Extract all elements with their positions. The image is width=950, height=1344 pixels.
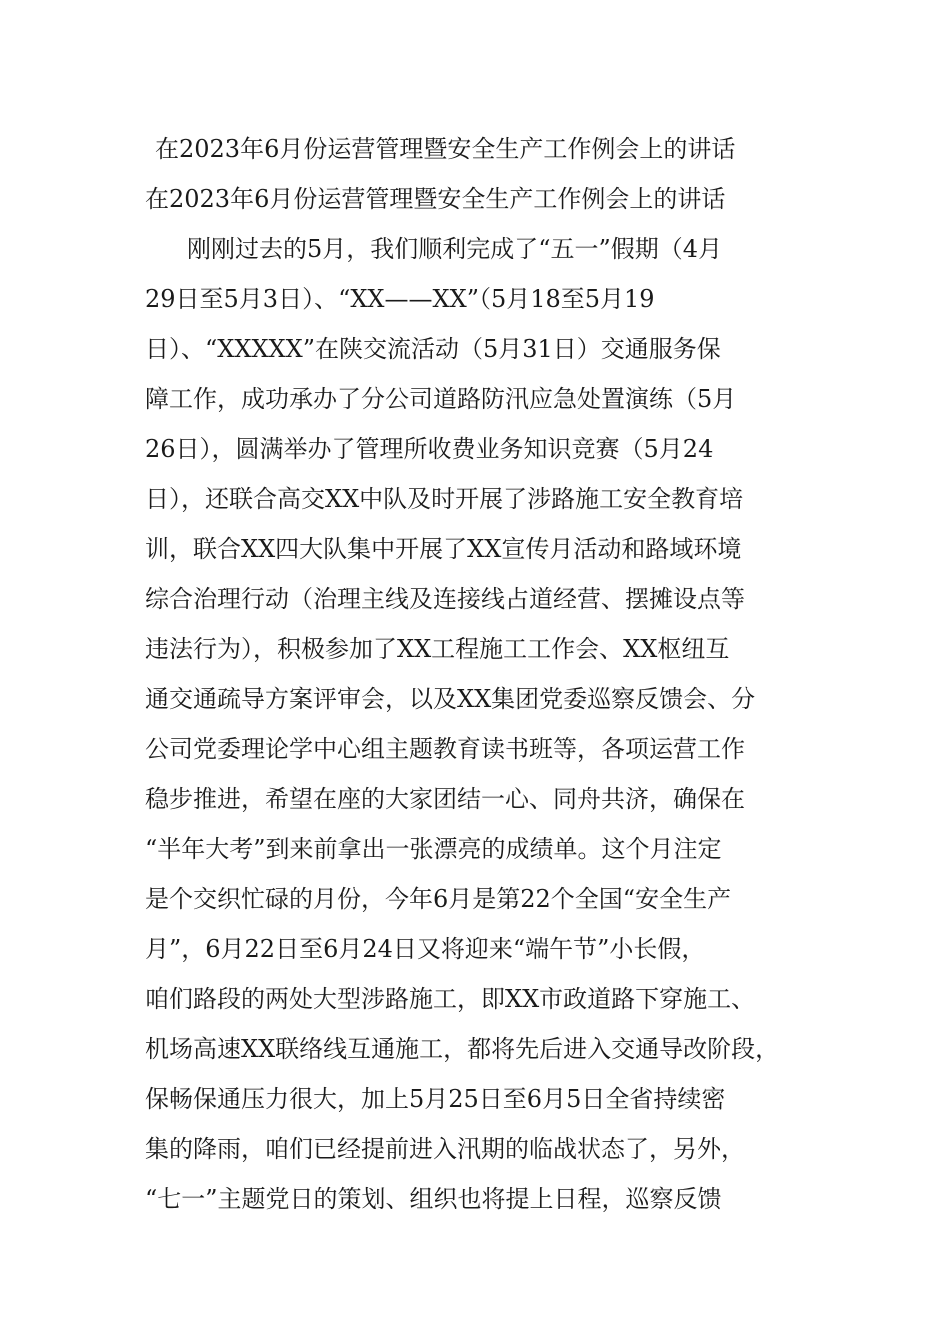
body-line: 综合治理行动（治理主线及连接线占道经营、摆摊设点等	[145, 585, 745, 613]
body-line: 公司党委理论学中心组主题教育读书班等，各项运营工作	[145, 735, 745, 763]
body-line: 29日至5月3日）、“XX——XX”（5月18至5月19	[145, 285, 655, 313]
body-line: 日）、“XXXXX”在陕交流活动（5月31日）交通服务保	[145, 335, 721, 363]
body-line: 保畅保通压力很大，加上5月25日至6月5日全省持续密	[145, 1085, 726, 1113]
body-line: 集的降雨，咱们已经提前进入汛期的临战状态了，另外，	[145, 1135, 745, 1163]
body-line: 通交通疏导方案评审会，以及XX集团党委巡察反馈会、分	[145, 685, 756, 713]
body-line: 稳步推进，希望在座的大家团结一心、同舟共济，确保在	[145, 785, 745, 813]
body-line: “半年大考”到来前拿出一张漂亮的成绩单。这个月注定	[145, 835, 722, 863]
body-line: 违法行为），积极参加了XX工程施工工作会、XX枢纽互	[145, 635, 730, 663]
body-line: 日），还联合高交XX中队及时开展了涉路施工安全教育培	[145, 485, 744, 513]
body-line: 是个交织忙碌的月份，今年6月是第22个全国“安全生产	[145, 885, 732, 913]
body-line: “七一”主题党日的策划、组织也将提上日程，巡察反馈	[145, 1185, 722, 1213]
document-title: 在2023年6月份运营管理暨安全生产工作例会上的讲话	[155, 135, 736, 163]
body-line: 月”，6月22日至6月24日又将迎来“端午节”小长假，	[145, 935, 706, 963]
body-line: 刚刚过去的5月，我们顺利完成了“五一”假期（4月	[187, 235, 723, 263]
body-line: 咱们路段的两处大型涉路施工，即XX市政道路下穿施工、	[145, 985, 756, 1013]
body-line: 训，联合XX四大队集中开展了XX宣传月活动和路域环境	[145, 535, 742, 563]
document-title-repeat: 在2023年6月份运营管理暨安全生产工作例会上的讲话	[145, 185, 726, 213]
body-line: 障工作，成功承办了分公司道路防汛应急处置演练（5月	[145, 385, 737, 413]
body-line: 26日），圆满举办了管理所收费业务知识竞赛（5月24	[145, 435, 714, 463]
body-line: 机场高速XX联络线互通施工，都将先后进入交通导改阶段，	[145, 1035, 780, 1063]
